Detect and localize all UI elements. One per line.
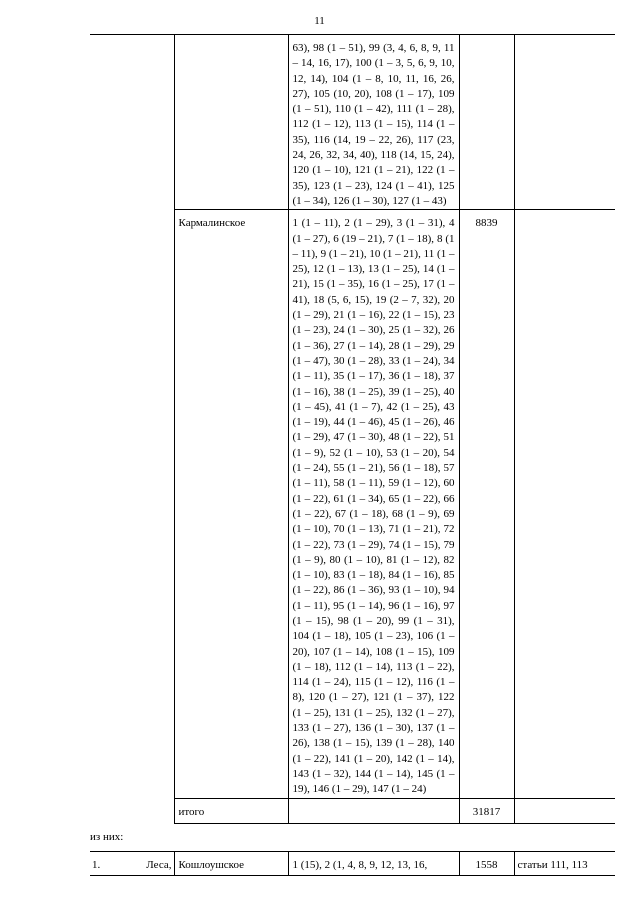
total-row bbox=[90, 798, 615, 823]
area-cell: 8839 bbox=[459, 210, 514, 798]
forestry-name-cell bbox=[174, 35, 288, 210]
quarters-cell: 1 (15), 2 (1, 4, 8, 9, 12, 13, 16, bbox=[288, 851, 459, 875]
area-cell: 1558 bbox=[459, 851, 514, 875]
area-cell bbox=[459, 35, 514, 210]
subheading: из них: bbox=[90, 830, 124, 843]
category-cell: Леса, bbox=[136, 851, 174, 875]
quarters-cell: 63), 98 (1 – 51), 99 (3, 4, 6, 8, 9, 11 – 14, 16, 17), 100 (1 – 3, 5, 6, 9, 10, 12, 14), 104 (1 – 8, 10, 11, 16, 26, 27), 105 (10, 20), 108 (1 – 17), 109 (1 – 51), 110 (1 – 42), 111 (1 – 28), 112 (1 – 12), 113 (1 – 15), 114 (1 – 35), 116 (14, 19 – 22, 26), 117 (23, 24, 26, 32, 34, 40), 118 (14, 15, 24), 120 (1 – 10), 121 (1 – 21), 122 (1 – 35), 123 (1 – 23), 124 (1 – 41), 125 (1 – 34), 126 (1 – 30), 127 (1 – 43) bbox=[288, 35, 459, 210]
total-label: итого bbox=[174, 798, 288, 823]
forest-quarters-table bbox=[90, 34, 615, 876]
page-number: 11 bbox=[314, 15, 325, 27]
row-number: 1. bbox=[90, 851, 136, 875]
table-row bbox=[90, 210, 615, 798]
subheading-row bbox=[90, 823, 615, 851]
quarters-cell: 1 (1 – 11), 2 (1 – 29), 3 (1 – 31), 4 (1 – 27), 6 (19 – 21), 7 (1 – 18), 8 (1 – 11), 9 (1 – 21), 10 (1 – 21), 11 (1 – 25), 12 (1 – 13), 13 (1 – 25), 14 (1 – 21), 15 (1 – 35), 16 (1 – 25), 17 (1 – 41), 18 (5, 6, 15), 19 (2 – 7, 32), 20 (1 – 29), 21 (1 – 16), 22 (1 – 15), 23 (1 – 23), 24 (1 – 30), 25 (1 – 32), 26 (1 – 36), 27 (1 – 14), 28 (1 – 29), 29 (1 – 47), 30 (1 – 28), 33 (1 – 24), 34 (1 – 11), 35 (1 – 17), 36 (1 – 18), 37 (1 – 16), 38 (1 – 25), 39 (1 – 25), 40 (1 – 45), 41 (1 – 7), 42 (1 – 25), 43 (1 – 19), 44 (1 – 46), 45 (1 – 26), 46 (1 – 29), 47 (1 – 30), 48 (1 – 22), 51 (1 – 9), 52 (1 – 10), 53 (1 – 20), 54 (1 – 24), 55 (1 – 21), 56 (1 – 18), 57 (1 – 11), 58 (1 – 11), 59 (1 – 12), 60 (1 – 22), 61 (1 – 34), 65 (1 – 22), 66 (1 – 22), 67 (1 – 18), 68 (1 – 9), 69 (1 – 10), 70 (1 – 13), 71 (1 – 21), 72 (1 – 22), 73 (1 – 29), 74 (1 – 15), 79 (1 – 9), 80 (1 – 10), 81 (1 – 12), 82 (1 – 10), 83 (1 – 18), 84 (1 – 16), 85 (1 – 22), 86 (1 – 36), 93 (1 – 10), 94 (1 – 11), 95 (1 – 14), 96 (1 – 16), 97 (1 – 15), 98 (1 – 20), 99 (1 – 31), 104 (1 – 18), 105 (1 – 23), 106 (1 – 20), 107 (1 – 14), 108 (1 – 15), 109 (1 – 18), 112 (1 – 14), 113 (1 – 22), 114 (1 – 24), 115 (1 – 12), 116 (1 – 8), 120 (1 – 27), 121 (1 – 37), 122 (1 – 25), 131 (1 – 25), 132 (1 – 27), 133 (1 – 27), 136 (1 – 30), 137 (1 – 26), 138 (1 – 15), 139 (1 – 28), 140 (1 – 22), 141 (1 – 20), 142 (1 – 14), 143 (1 – 32), 144 (1 – 14), 145 (1 – 19), 146 (1 – 29), 147 (1 – 24) bbox=[288, 210, 459, 798]
table-row bbox=[90, 851, 615, 875]
table-row bbox=[90, 35, 615, 210]
forestry-name-cell: Кошлоушское bbox=[174, 851, 288, 875]
total-area: 31817 bbox=[459, 798, 514, 823]
forestry-name-cell: Кармалинское bbox=[174, 210, 288, 798]
articles-cell: статьи 111, 113 bbox=[514, 851, 615, 875]
